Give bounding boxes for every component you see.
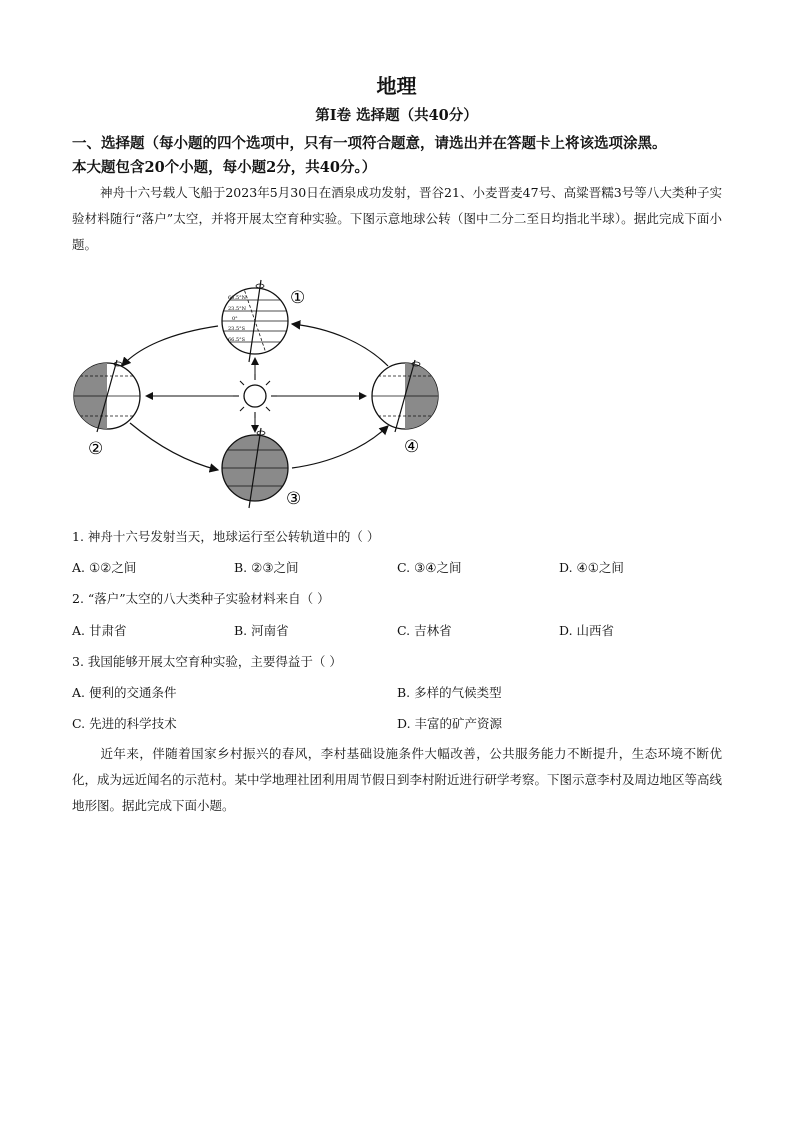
q2-option-d[interactable]: D. 山西省: [559, 623, 615, 638]
q3-option-b[interactable]: B. 多样的气候类型: [397, 685, 502, 700]
q3-option-d[interactable]: D. 丰富的矿产资源: [397, 716, 503, 731]
q1-option-a[interactable]: A. ①②之间: [72, 560, 137, 575]
question-1: 1. 神舟十六号发射当天，地球运行至公转轨道中的（ ）: [72, 529, 380, 544]
q2-option-c[interactable]: C. 吉林省: [397, 623, 452, 638]
passage-2: [72, 741, 722, 819]
sun-icon: [233, 374, 277, 418]
q1-option-b[interactable]: B. ②③之间: [234, 560, 299, 575]
orbit-arrow-4-1: [292, 324, 388, 366]
lat-0: 0°: [232, 316, 238, 322]
label-2: ②: [88, 439, 104, 459]
earth-2: [70, 358, 144, 459]
earth-4: [368, 358, 442, 457]
q3-option-c[interactable]: C. 先进的科学技术: [72, 716, 177, 731]
lat-66N: 66.5°N: [228, 295, 247, 301]
q1-option-c[interactable]: C. ③④之间: [397, 560, 462, 575]
passage-2-text: 近年来，伴随着国家乡村振兴的春风，李村基础设施条件大幅改善，公共服务能力不断提升，生态环境不断优化，成为远近闻名的示范村。某中学地理社团利用周节假日到李村附近进行研学考察。下图示意李村及周边地区等高线地形图。据此完成下面小题。: [72, 746, 723, 813]
label-4: ④: [404, 437, 420, 457]
earth-1: [220, 280, 305, 362]
label-3: ③: [286, 489, 302, 509]
orbit-arrow-3-4: [292, 426, 388, 468]
orbit-arrow-1-2: [122, 326, 218, 366]
question-2: 2. “落户”太空的八大类种子实验材料来自（ ）: [72, 591, 330, 606]
label-1: ①: [290, 288, 306, 308]
q2-option-b[interactable]: B. 河南省: [234, 623, 289, 638]
earth-3: [220, 428, 301, 509]
lat-23N: 23.5°N: [228, 306, 247, 312]
passage-1: [72, 180, 722, 258]
lat-23S: 23.5°S: [228, 326, 246, 332]
part-subtitle: 第Ⅰ卷 选择题（共40分）: [315, 107, 478, 124]
section-line-2: 本大题包含20个小题，每小题2分，共40分。）: [72, 159, 377, 176]
q3-option-a[interactable]: A. 便利的交通条件: [72, 685, 177, 700]
page-title: 地理: [376, 74, 417, 98]
question-3: 3. 我国能够开展太空育种实验，主要得益于（ ）: [72, 654, 342, 669]
section-line-1: 一、选择题（每小题的四个选项中，只有一项符合题意，请选出并在答题卡上将该选项涂黑。: [72, 135, 667, 152]
earth-revolution-diagram: [60, 278, 460, 518]
passage-1-text: 神舟十六号载人飞船于2023年5月30日在酒泉成功发射，晋谷21、小麦晋麦47号、高粱晋糯3号等八大类种子实验材料随行“落户”太空，并将开展太空育种实验。下图示意地球公转（图中二分二至日均指北半球）。据此完成下面小题。: [72, 185, 722, 252]
q1-option-d[interactable]: D. ④①之间: [559, 560, 624, 575]
section-instructions: [72, 132, 732, 180]
lat-66S: 66.5°S: [228, 337, 246, 343]
orbit-arrow-2-3: [130, 423, 218, 470]
q2-option-a[interactable]: A. 甘肃省: [72, 623, 127, 638]
